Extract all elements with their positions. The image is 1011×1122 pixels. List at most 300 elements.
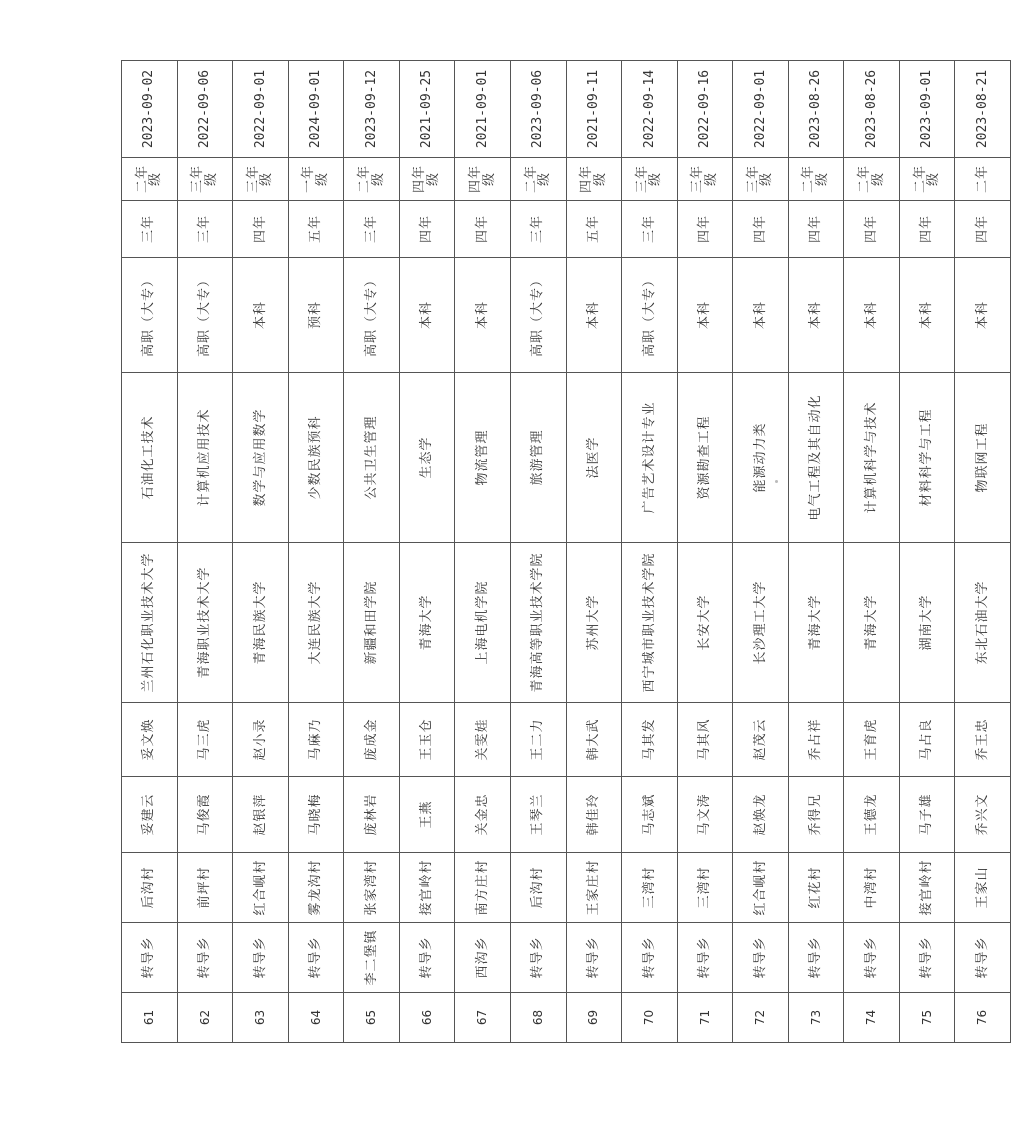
parent-name-cell-text: 乔得兄 (808, 793, 824, 836)
parent-name-cell-text: 王琴兰 (530, 793, 546, 836)
program-years-cell (622, 201, 678, 258)
school-cell-text: 上海电机学院 (474, 580, 490, 665)
parent-name-cell (233, 777, 289, 853)
grade-cell-text: 三年级 (634, 165, 664, 194)
town-cell (510, 923, 566, 993)
school-cell (177, 543, 233, 703)
enrollment-date-cell-text: 2023-09-01 (919, 69, 935, 149)
parent-name-cell-text: 庞林岩 (363, 793, 379, 836)
education-level-cell-text: 本科 (863, 301, 879, 330)
major-cell (344, 373, 400, 543)
town-cell-text: 转导乡 (197, 936, 213, 979)
major-cell (510, 373, 566, 543)
school-cell (788, 543, 844, 703)
program-years-cell-text: 四年 (974, 215, 990, 244)
town-cell (233, 923, 289, 993)
program-years-cell-text: 四年 (919, 215, 935, 244)
enrollment-date-cell (344, 61, 400, 158)
village-cell (733, 853, 789, 923)
village-cell (455, 853, 511, 923)
row-index (177, 993, 233, 1043)
major-cell-text: 公共卫生管理 (363, 415, 379, 500)
enrollment-date-cell-text: 2023-08-26 (808, 69, 824, 149)
enrollment-date-cell-text: 2021-09-01 (474, 69, 490, 149)
student-name-cell (288, 703, 344, 777)
school-cell (677, 543, 733, 703)
school-cell (622, 543, 678, 703)
town-cell (455, 923, 511, 993)
town-cell-text: 转导乡 (863, 936, 879, 979)
town-cell-text: 转导乡 (308, 936, 324, 979)
student-name-cell-text: 王育虎 (863, 718, 879, 761)
grade-cell-text: 三年级 (690, 165, 719, 194)
major-cell (899, 373, 955, 543)
school-cell (510, 543, 566, 703)
table-row (177, 61, 233, 1043)
table-row (844, 61, 900, 1043)
education-level-cell-text: 预科 (308, 301, 324, 330)
grade-cell (622, 158, 678, 201)
student-name-cell-text: 王玉仓 (419, 718, 435, 761)
row-index (233, 993, 289, 1043)
student-name-cell (733, 703, 789, 777)
program-years-cell-text: 五年 (308, 215, 324, 244)
parent-name-cell-text: 王德龙 (863, 793, 879, 836)
enrollment-date-cell (677, 61, 733, 158)
table-row (455, 61, 511, 1043)
school-cell (566, 543, 622, 703)
parent-name-cell (566, 777, 622, 853)
student-name-cell-text: 马麻乃 (308, 718, 324, 761)
grade-cell-text: 三年级 (245, 165, 275, 194)
enrollment-date-cell-text: 2021-09-11 (585, 69, 601, 149)
town-cell-text: 转导乡 (641, 936, 657, 979)
program-years-cell-text: 三年 (641, 215, 657, 244)
town-cell-text: 转导乡 (585, 936, 601, 979)
student-name-cell-text: 马其发 (641, 718, 657, 761)
major-cell (455, 373, 511, 543)
table-row (899, 61, 955, 1043)
major-cell (288, 373, 344, 543)
row-index-text: 67 (475, 1009, 490, 1026)
education-level-cell-text: 高职（大专） (641, 273, 657, 358)
program-years-cell (733, 201, 789, 258)
student-name-cell (122, 703, 178, 777)
student-name-cell-text: 马其风 (697, 718, 713, 761)
grade-cell-text: 一年级 (301, 165, 330, 194)
village-cell (788, 853, 844, 923)
grade-cell-text: 三年级 (745, 165, 775, 194)
school-cell-text: 苏州大学 (585, 594, 601, 651)
enrollment-date-cell-text: 2023-09-02 (141, 69, 157, 149)
program-years-cell (122, 201, 178, 258)
village-cell-text: 红合岘村 (252, 859, 268, 916)
education-level-cell (899, 258, 955, 373)
town-cell (955, 923, 1011, 993)
parent-name-cell (122, 777, 178, 853)
village-cell (510, 853, 566, 923)
grade-cell (899, 158, 955, 201)
row-index-text: 72 (753, 1009, 768, 1026)
student-name-cell (399, 703, 455, 777)
school-cell (399, 543, 455, 703)
village-cell-text: 接官岭村 (419, 859, 435, 916)
row-index-text: 75 (919, 1009, 934, 1026)
student-name-cell (177, 703, 233, 777)
parent-name-cell-text: 王燕 (419, 800, 435, 829)
student-name-cell (677, 703, 733, 777)
table-row (510, 61, 566, 1043)
school-cell-text: 新疆和田学院 (363, 580, 379, 665)
village-cell-text: 雾龙沟村 (308, 859, 324, 916)
enrollment-date-cell-text: 2022-09-16 (697, 69, 713, 149)
parent-name-cell (955, 777, 1011, 853)
enrollment-date-cell (122, 61, 178, 158)
grade-cell-text: 四年级 (468, 165, 497, 194)
education-level-cell (122, 258, 178, 373)
enrollment-date-cell (288, 61, 344, 158)
education-level-cell-text: 本科 (919, 301, 935, 330)
enrollment-date-cell (733, 61, 789, 158)
parent-name-cell-text: 赵银萍 (252, 793, 268, 836)
grade-cell-text: 二年级 (856, 165, 886, 194)
education-level-cell-text: 高职（大专） (141, 273, 157, 358)
parent-name-cell (177, 777, 233, 853)
town-cell (844, 923, 900, 993)
row-index-text: 63 (253, 1009, 268, 1026)
town-cell (677, 923, 733, 993)
grade-cell (677, 158, 733, 201)
education-level-cell-text: 本科 (974, 301, 990, 330)
town-cell (177, 923, 233, 993)
enrollment-date-cell-text: 2023-08-26 (863, 69, 879, 149)
town-cell-text: 转导乡 (530, 936, 546, 979)
enrollment-date-cell (510, 61, 566, 158)
student-name-cell (955, 703, 1011, 777)
student-name-cell-text: 赵茂云 (752, 718, 768, 761)
row-index (399, 993, 455, 1043)
row-index-text: 76 (975, 1009, 990, 1026)
program-years-cell (177, 201, 233, 258)
grade-cell (733, 158, 789, 201)
village-cell (288, 853, 344, 923)
parent-name-cell (622, 777, 678, 853)
major-cell (177, 373, 233, 543)
school-cell-text: 青海大学 (808, 594, 824, 651)
student-name-cell (788, 703, 844, 777)
village-cell (677, 853, 733, 923)
table-row (677, 61, 733, 1043)
grade-cell-text: 二年级 (356, 165, 386, 194)
school-cell-text: 东北石油大学 (974, 580, 990, 665)
program-years-cell-text: 四年 (808, 215, 824, 244)
village-cell-text: 三湾村 (641, 866, 657, 909)
parent-name-cell (677, 777, 733, 853)
village-cell-text: 前坪村 (197, 866, 213, 909)
education-level-cell (733, 258, 789, 373)
enrollment-date-cell-text: 2022-09-01 (252, 69, 268, 149)
row-index-text: 64 (308, 1009, 323, 1026)
student-name-cell (344, 703, 400, 777)
program-years-cell (455, 201, 511, 258)
grade-cell-text: 二年 (974, 165, 990, 194)
program-years-cell-text: 四年 (752, 215, 768, 244)
school-cell (288, 543, 344, 703)
program-years-cell (510, 201, 566, 258)
major-cell-text: 法医学 (585, 436, 601, 479)
enrollment-date-cell (899, 61, 955, 158)
town-cell (566, 923, 622, 993)
town-cell-text: 西沟乡 (474, 936, 490, 979)
table-row (733, 61, 789, 1043)
row-index (677, 993, 733, 1043)
education-level-cell-text: 本科 (252, 301, 268, 330)
major-cell (788, 373, 844, 543)
row-index-text: 70 (642, 1009, 657, 1026)
education-level-cell-text: 本科 (474, 301, 490, 330)
parent-name-cell (733, 777, 789, 853)
grade-cell (122, 158, 178, 201)
enrollment-date-cell-text: 2023-09-06 (530, 69, 546, 149)
enrollment-date-cell (399, 61, 455, 158)
enrollment-date-cell (566, 61, 622, 158)
table-row (233, 61, 289, 1043)
school-cell (733, 543, 789, 703)
row-index (566, 993, 622, 1043)
grade-cell-text: 三年级 (190, 165, 219, 194)
school-cell-text: 兰州石化职业技术大学 (141, 552, 157, 693)
school-cell-text: 大连民族大学 (308, 580, 324, 665)
town-cell-text: 李二堡镇 (363, 929, 379, 986)
program-years-cell (899, 201, 955, 258)
school-cell (344, 543, 400, 703)
parent-name-cell-text: 马俊霞 (197, 793, 213, 836)
village-cell (344, 853, 400, 923)
program-years-cell-text: 四年 (697, 215, 713, 244)
education-level-cell (344, 258, 400, 373)
education-level-cell (955, 258, 1011, 373)
grade-cell-text: 二年级 (134, 165, 164, 194)
row-index (622, 993, 678, 1043)
education-level-cell (399, 258, 455, 373)
major-cell-text: 资源勘查工程 (697, 415, 713, 500)
parent-name-cell-text: 马子雄 (919, 793, 935, 836)
parent-name-cell-text: 妥建云 (141, 793, 157, 836)
table-row (788, 61, 844, 1043)
village-cell (233, 853, 289, 923)
major-cell-text: 能源动力类 (752, 422, 768, 493)
education-level-cell-text: 本科 (419, 301, 435, 330)
student-name-cell-text: 马占良 (919, 718, 935, 761)
education-level-cell-text: 高职（大专） (363, 273, 379, 358)
village-cell (844, 853, 900, 923)
school-cell (955, 543, 1011, 703)
education-level-cell (844, 258, 900, 373)
grade-cell (177, 158, 233, 201)
education-level-cell (788, 258, 844, 373)
major-cell (233, 373, 289, 543)
row-index (288, 993, 344, 1043)
row-index (899, 993, 955, 1043)
row-index-text: 66 (419, 1009, 434, 1026)
town-cell-text: 转导乡 (419, 936, 435, 979)
parent-name-cell (288, 777, 344, 853)
town-cell-text: 转导乡 (252, 936, 268, 979)
grade-cell-text: 四年级 (579, 165, 608, 194)
program-years-cell-text: 三年 (530, 215, 546, 244)
parent-name-cell (399, 777, 455, 853)
village-cell-text: 三湾村 (697, 866, 713, 909)
program-years-cell-text: 五年 (585, 215, 601, 244)
village-cell-text: 王家庄村 (585, 859, 601, 916)
enrollment-date-cell-text: 2022-09-01 (752, 69, 768, 149)
education-level-cell (622, 258, 678, 373)
major-cell-text: 材料科学与工程 (919, 408, 935, 507)
town-cell (399, 923, 455, 993)
parent-name-cell-text: 乔兴文 (974, 793, 990, 836)
enrollment-date-cell-text: 2022-09-06 (197, 69, 213, 149)
enrollment-date-cell (455, 61, 511, 158)
parent-name-cell (899, 777, 955, 853)
table-row (288, 61, 344, 1043)
grade-cell-text: 二年级 (801, 165, 831, 194)
major-cell (955, 373, 1011, 543)
village-cell-text: 中湾村 (863, 866, 879, 909)
enrollment-date-cell (177, 61, 233, 158)
grade-cell-text: 四年级 (412, 165, 442, 194)
grade-cell (955, 158, 1011, 201)
parent-name-cell (844, 777, 900, 853)
village-cell (955, 853, 1011, 923)
town-cell (622, 923, 678, 993)
education-level-cell (288, 258, 344, 373)
program-years-cell (233, 201, 289, 258)
major-cell-text: 少数民族预科 (308, 415, 324, 500)
major-cell-text: 数学与应用数学 (252, 408, 268, 507)
student-name-cell-text: 关雯娃 (474, 718, 490, 761)
education-level-cell-text: 本科 (808, 301, 824, 330)
row-index-text: 61 (141, 1009, 156, 1026)
major-cell (399, 373, 455, 543)
program-years-cell-text: 三年 (363, 215, 379, 244)
town-cell (733, 923, 789, 993)
town-cell-text: 转导乡 (919, 936, 935, 979)
major-cell-text: 石油化工技术 (141, 415, 157, 500)
enrollment-date-cell-text: 2023-09-12 (363, 69, 379, 149)
enrollment-date-cell-text: 2023-08-21 (974, 69, 990, 149)
row-index (844, 993, 900, 1043)
town-cell-text: 转导乡 (808, 936, 824, 979)
major-cell (622, 373, 678, 543)
row-index-text: 68 (530, 1009, 545, 1026)
education-level-cell (510, 258, 566, 373)
education-level-cell (455, 258, 511, 373)
enrollment-date-cell (622, 61, 678, 158)
school-cell-text: 青海高等职业技术学院 (530, 552, 546, 693)
major-cell (566, 373, 622, 543)
rotated-table-wrapper (121, 61, 990, 1043)
program-years-cell (344, 201, 400, 258)
school-cell-text: 西宁城市职业技术学院 (641, 552, 657, 693)
school-cell (455, 543, 511, 703)
row-index (510, 993, 566, 1043)
village-cell-text: 后沟村 (530, 866, 546, 909)
row-index-text: 73 (808, 1009, 823, 1026)
row-index (788, 993, 844, 1043)
parent-name-cell-text: 马晓梅 (308, 793, 324, 836)
table-row (344, 61, 400, 1043)
village-cell-text: 红花村 (808, 866, 824, 909)
row-index-text: 69 (586, 1009, 601, 1026)
town-cell (788, 923, 844, 993)
enrollment-date-cell (844, 61, 900, 158)
scan-speck (775, 480, 778, 483)
major-cell-text: 旅游管理 (530, 429, 546, 486)
town-cell-text: 转导乡 (752, 936, 768, 979)
parent-name-cell (788, 777, 844, 853)
row-index-text: 62 (197, 1009, 212, 1026)
education-level-cell-text: 高职（大专） (197, 273, 213, 358)
school-cell (233, 543, 289, 703)
table-row (122, 61, 178, 1043)
row-index-text: 71 (697, 1009, 712, 1026)
student-name-cell-text: 乔占祥 (808, 718, 824, 761)
education-level-cell (233, 258, 289, 373)
education-level-cell (177, 258, 233, 373)
row-index (955, 993, 1011, 1043)
village-cell (622, 853, 678, 923)
school-cell-text: 青海大学 (419, 594, 435, 651)
town-cell-text: 转导乡 (974, 936, 990, 979)
village-cell-text: 后沟村 (141, 866, 157, 909)
parent-name-cell (510, 777, 566, 853)
education-level-cell-text: 本科 (585, 301, 601, 330)
village-cell-text: 王家山 (974, 866, 990, 909)
town-cell (288, 923, 344, 993)
student-name-cell (455, 703, 511, 777)
major-cell-text: 物流管理 (474, 429, 490, 486)
row-index (733, 993, 789, 1043)
village-cell (899, 853, 955, 923)
row-index (455, 993, 511, 1043)
program-years-cell (677, 201, 733, 258)
table-row (955, 61, 1011, 1043)
row-index (344, 993, 400, 1043)
program-years-cell-text: 三年 (141, 215, 157, 244)
student-aid-table (121, 60, 1011, 1043)
student-name-cell-text: 乔王忠 (974, 718, 990, 761)
school-cell (899, 543, 955, 703)
grade-cell (566, 158, 622, 201)
village-cell (177, 853, 233, 923)
program-years-cell-text: 四年 (419, 215, 435, 244)
school-cell-text: 青海大学 (863, 594, 879, 651)
table-row (622, 61, 678, 1043)
major-cell-text: 计算机科学与技术 (863, 401, 879, 514)
village-cell (566, 853, 622, 923)
village-cell (122, 853, 178, 923)
student-name-cell (566, 703, 622, 777)
school-cell (844, 543, 900, 703)
school-cell-text: 长安大学 (697, 594, 713, 651)
enrollment-date-cell (788, 61, 844, 158)
grade-cell (455, 158, 511, 201)
program-years-cell (788, 201, 844, 258)
student-name-cell-text: 妥文焕 (141, 718, 157, 761)
parent-name-cell (455, 777, 511, 853)
town-cell (344, 923, 400, 993)
program-years-cell (399, 201, 455, 258)
